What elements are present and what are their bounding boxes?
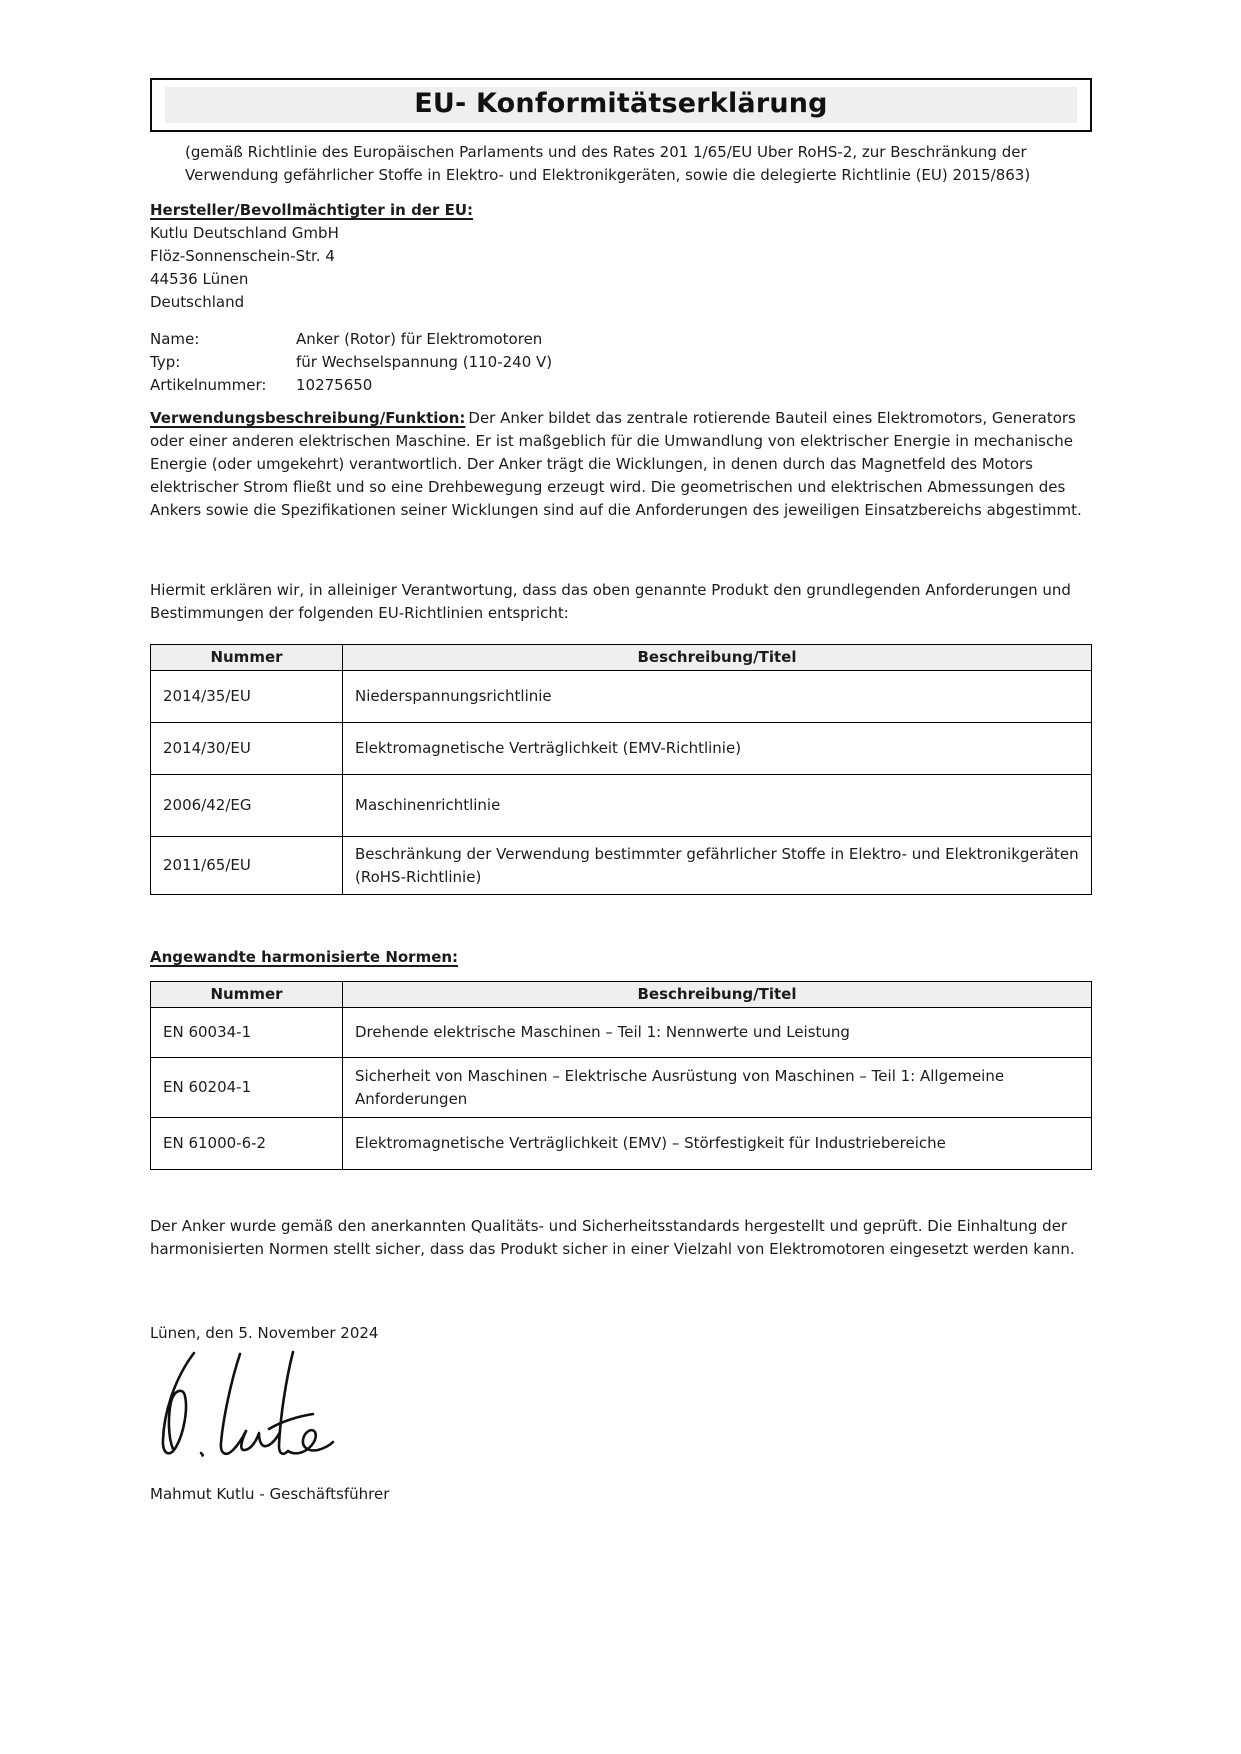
standard-number: EN 60034-1 (151, 1008, 343, 1058)
manufacturer-country: Deutschland (150, 293, 245, 311)
table-row (151, 671, 1092, 723)
standards-table (150, 981, 1092, 1170)
subtitle: (gemäß Richtlinie des Europäischen Parlaments und des Rates 201 1/65/EU Uber RoHS-2, zur Beschränkung der Verwendung gefährlicher Stoffe in Elektro- und Elektronikgeräten, sowie die delegierte Richtlinie (EU) 2015/863) (185, 143, 1031, 184)
place-date: Lünen, den 5. November 2024 (150, 1324, 379, 1342)
product-type-label: Typ: (150, 353, 181, 371)
table-row (151, 1118, 1092, 1170)
standard-number: EN 60204-1 (151, 1058, 343, 1118)
directive-number: 2006/42/EG (151, 775, 343, 837)
standard-title: Drehende elektrische Maschinen – Teil 1: Nennwerte und Leistung (343, 1008, 1092, 1058)
directives-table-header-row (151, 645, 1092, 671)
manufacturer-company: Kutlu Deutschland GmbH (150, 224, 339, 242)
directive-title: Elektromagnetische Verträglichkeit (EMV-Richtlinie) (343, 723, 1092, 775)
product-type-row (150, 351, 1092, 374)
usage-description-text: Der Anker bildet das zentrale rotierende Bauteil eines Elektromotors, Generators oder einer anderen elektrischen Maschine. Er ist maßgeblich für die Umwandlung von elektrischer Energie in mechanische Energie (oder umgekehrt) verantwortlich. Der Anker trägt die Wicklungen, in denen durch das Magnetfeld des Motors elektrischer Strom fließt und so eine Drehbewegung erzeugt wird. Die geometrischen und elektrischen Abmessungen des Ankers sowie die Spezifikationen seiner Wicklungen sind auf die Anforderungen des jeweiligen Einsatzbereichs abgestimmt. (150, 409, 1082, 519)
table-row (151, 1008, 1092, 1058)
directives-table (150, 644, 1092, 895)
table-row (151, 837, 1092, 895)
directive-title: Niederspannungsrichtlinie (343, 671, 1092, 723)
table-row (151, 1058, 1092, 1118)
manufacturer-address (150, 222, 1092, 314)
manufacturer-heading: Hersteller/Bevollmächtigter in der EU: (150, 201, 474, 219)
usage-description-heading: Verwendungsbeschreibung/Funktion: (150, 409, 466, 427)
signature-image (152, 1347, 1092, 1465)
declaration-statement: Hiermit erklären wir, in alleiniger Verantwortung, dass das oben genannte Produkt den grundlegenden Anforderungen und Bestimmungen der folgenden EU-Richtlinien entspricht: (150, 581, 1071, 622)
product-type-value: für Wechselspannung (110-240 V) (296, 353, 553, 371)
standard-number: EN 61000-6-2 (151, 1118, 343, 1170)
directives-col-titel: Beschreibung/Titel (343, 645, 1092, 671)
directive-title: Maschinenrichtlinie (343, 775, 1092, 837)
table-row (151, 723, 1092, 775)
directive-number: 2014/30/EU (151, 723, 343, 775)
product-article-row (150, 374, 1092, 397)
title-band (165, 87, 1077, 123)
product-name-value: Anker (Rotor) für Elektromotoren (296, 330, 543, 348)
standards-col-nummer: Nummer (151, 982, 343, 1008)
handwritten-signature (152, 1347, 337, 1465)
manufacturer-city: 44536 Lünen (150, 270, 249, 288)
page-title: EU- Konformitätserklärung (414, 88, 828, 119)
manufacturer-street: Flöz-Sonnenschein-Str. 4 (150, 247, 335, 265)
standards-heading: Angewandte harmonisierte Normen: (150, 948, 459, 966)
standard-title: Sicherheit von Maschinen – Elektrische Ausrüstung von Maschinen – Teil 1: Allgemeine Anforderungen (343, 1058, 1092, 1118)
directive-number: 2011/65/EU (151, 837, 343, 895)
closing-statement: Der Anker wurde gemäß den anerkannten Qualitäts- und Sicherheitsstandards hergestellt und geprüft. Die Einhaltung der harmonisierten Normen stellt sicher, dass das Produkt sicher in einer Vielzahl von Elektromotoren eingesetzt werden kann. (150, 1217, 1075, 1258)
title-box (150, 78, 1092, 132)
directive-number: 2014/35/EU (151, 671, 343, 723)
product-info (150, 328, 1092, 397)
standards-table-header-row (151, 982, 1092, 1008)
usage-description (150, 407, 1092, 522)
directive-title: Beschränkung der Verwendung bestimmter gefährlicher Stoffe in Elektro- und Elektronikgeräten (RoHS-Richtlinie) (343, 837, 1092, 895)
product-article-value: 10275650 (296, 376, 373, 394)
document-content (150, 78, 1092, 1506)
standards-col-titel: Beschreibung/Titel (343, 982, 1092, 1008)
directives-col-nummer: Nummer (151, 645, 343, 671)
standard-title: Elektromagnetische Verträglichkeit (EMV) – Störfestigkeit für Industriebereiche (343, 1118, 1092, 1170)
product-article-label: Artikelnummer: (150, 376, 267, 394)
table-row (151, 775, 1092, 837)
product-name-row (150, 328, 1092, 351)
signer-name-title: Mahmut Kutlu - Geschäftsführer (150, 1485, 390, 1503)
product-name-label: Name: (150, 330, 200, 348)
